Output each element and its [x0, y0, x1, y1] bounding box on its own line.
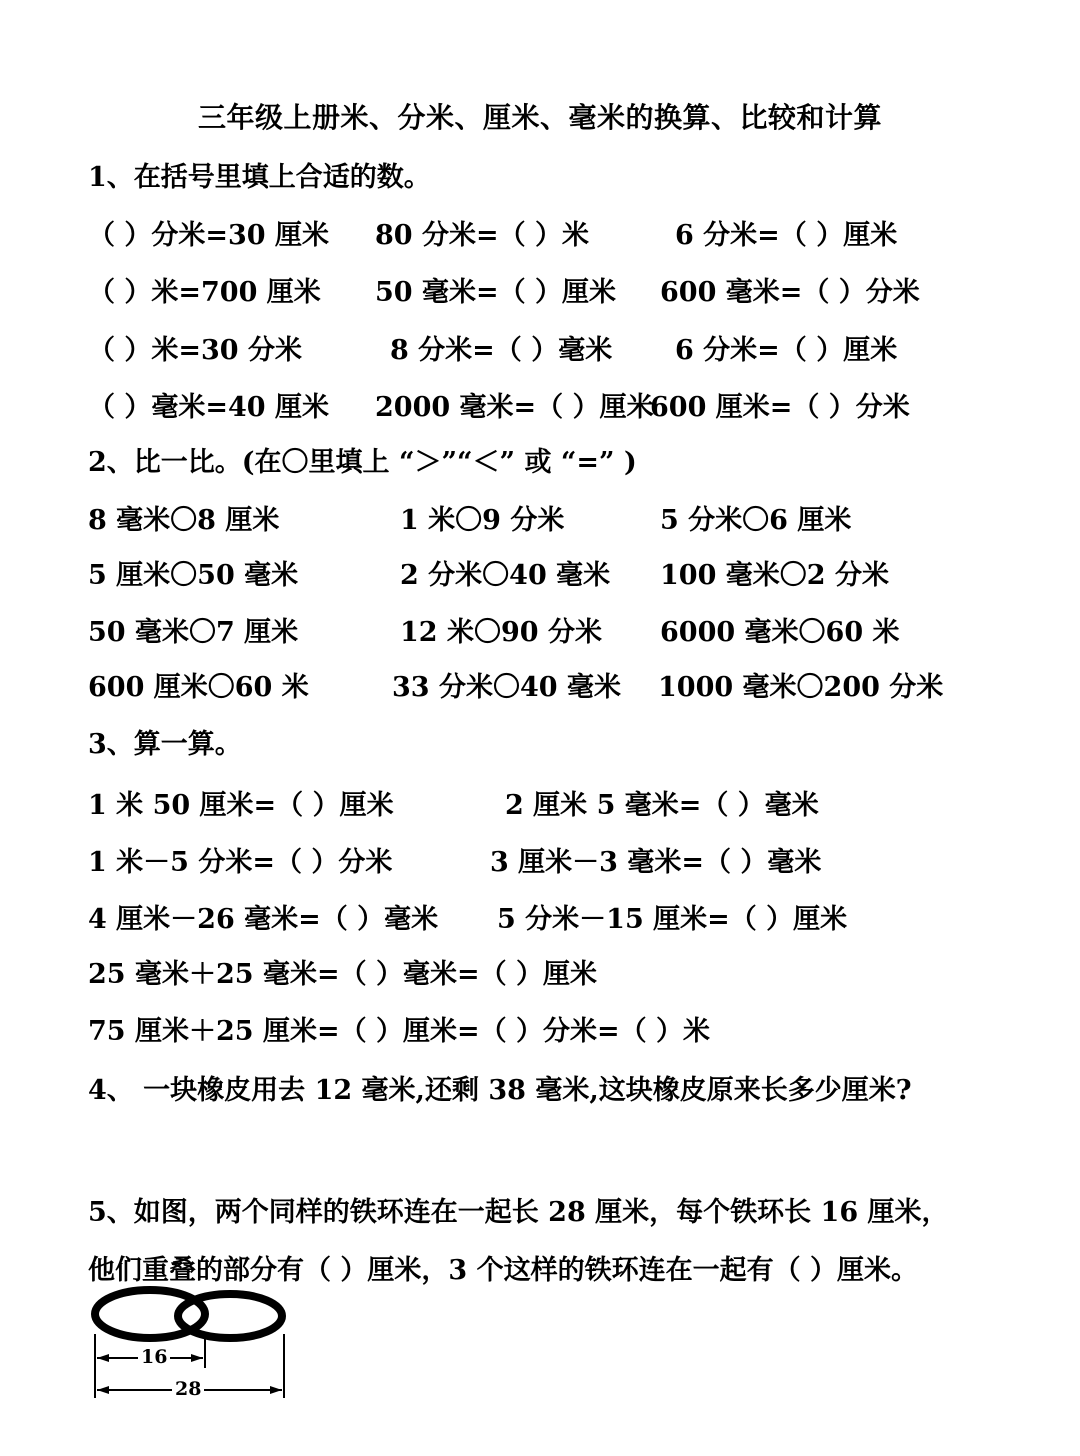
s2-r4-c3: 1000 毫米〇200 分米	[658, 672, 944, 703]
section-5-heading: 5、如图，两个同样的铁环连在一起长 28 厘米，每个铁环长 16 厘米，	[88, 1197, 949, 1228]
section-3-heading: 3、算一算。	[88, 729, 242, 760]
s3-r3-c1: 4 厘米－26 毫米=（ ）毫米	[88, 904, 439, 935]
right-ring-icon	[178, 1294, 282, 1338]
s2-r1-c3: 5 分米〇6 厘米	[660, 505, 852, 536]
s3-r2-c1: 1 米－5 分米=（ ）分米	[88, 847, 393, 878]
section-1-heading: 1、在括号里填上合适的数。	[88, 162, 431, 193]
section-5-continuation: 他们重叠的部分有（ ）厘米，3 个这样的铁环连在一起有（ ）厘米。	[88, 1255, 918, 1286]
arrowhead-inner-right	[191, 1354, 203, 1362]
dimension-label-outer: 28	[172, 1378, 204, 1400]
s2-r2-c1: 5 厘米〇50 毫米	[88, 560, 299, 591]
s2-r3-c2: 12 米〇90 分米	[400, 617, 602, 648]
ring-figure	[88, 1286, 318, 1411]
s1-r3-c1: （ ）米=30 分米	[88, 335, 302, 366]
s2-r3-c1: 50 毫米〇7 厘米	[88, 617, 299, 648]
s2-r2-c2: 2 分米〇40 毫米	[400, 560, 611, 591]
s2-r3-c3: 6000 毫米〇60 米	[660, 617, 900, 648]
s2-r2-c3: 100 毫米〇2 分米	[660, 560, 889, 591]
s3-r5-c1: 75 厘米＋25 厘米=（ ）厘米=（ ）分米=（ ）米	[88, 1016, 711, 1047]
s1-r2-c2: 50 毫米=（ ）厘米	[375, 277, 616, 308]
s1-r1-c2: 80 分米=（ ）米	[375, 220, 589, 251]
s1-r4-c2: 2000 毫米=（ ）厘米	[375, 392, 654, 423]
arrowhead-outer-left	[97, 1386, 109, 1394]
s3-r1-c1: 1 米 50 厘米=（ ）厘米	[88, 790, 394, 821]
page-title: 三年级上册米、分米、厘米、毫米的换算、比较和计算	[197, 101, 882, 134]
s3-r2-c2: 3 厘米－3 毫米=（ ）毫米	[490, 847, 822, 878]
s2-r4-c1: 600 厘米〇60 米	[88, 672, 309, 703]
s1-r2-c3: 600 毫米=（ ）分米	[660, 277, 920, 308]
s3-r1-c2: 2 厘米 5 毫米=（ ）毫米	[505, 790, 819, 821]
s1-r3-c2: 8 分米=（ ）毫米	[390, 335, 613, 366]
dimension-label-inner: 16	[138, 1346, 170, 1368]
s1-r1-c3: 6 分米=（ ）厘米	[675, 220, 898, 251]
s3-r4-c1: 25 毫米＋25 毫米=（ ）毫米=（ ）厘米	[88, 959, 597, 990]
s1-r1-c1: （ ）分米=30 厘米	[88, 220, 329, 251]
s2-r1-c1: 8 毫米〇8 厘米	[88, 505, 280, 536]
s2-r4-c2: 33 分米〇40 毫米	[392, 672, 621, 703]
s1-r3-c3: 6 分米=（ ）厘米	[675, 335, 898, 366]
section-2-heading: 2、比一比。(在〇里填上 “＞”“＜” 或 “=” )	[88, 447, 637, 478]
s1-r2-c1: （ ）米=700 厘米	[88, 277, 321, 308]
s3-r3-c2: 5 分米－15 厘米=（ ）厘米	[497, 904, 848, 935]
s2-r1-c2: 1 米〇9 分米	[400, 505, 565, 536]
arrowhead-inner-left	[97, 1354, 109, 1362]
s1-r4-c1: （ ）毫米=40 厘米	[88, 392, 329, 423]
section-4-heading: 4、 一块橡皮用去 12 毫米,还剩 38 毫米,这块橡皮原来长多少厘米?	[88, 1075, 912, 1106]
s1-r4-c3: 600 厘米=（ ）分米	[650, 392, 910, 423]
arrowhead-outer-right	[270, 1386, 282, 1394]
